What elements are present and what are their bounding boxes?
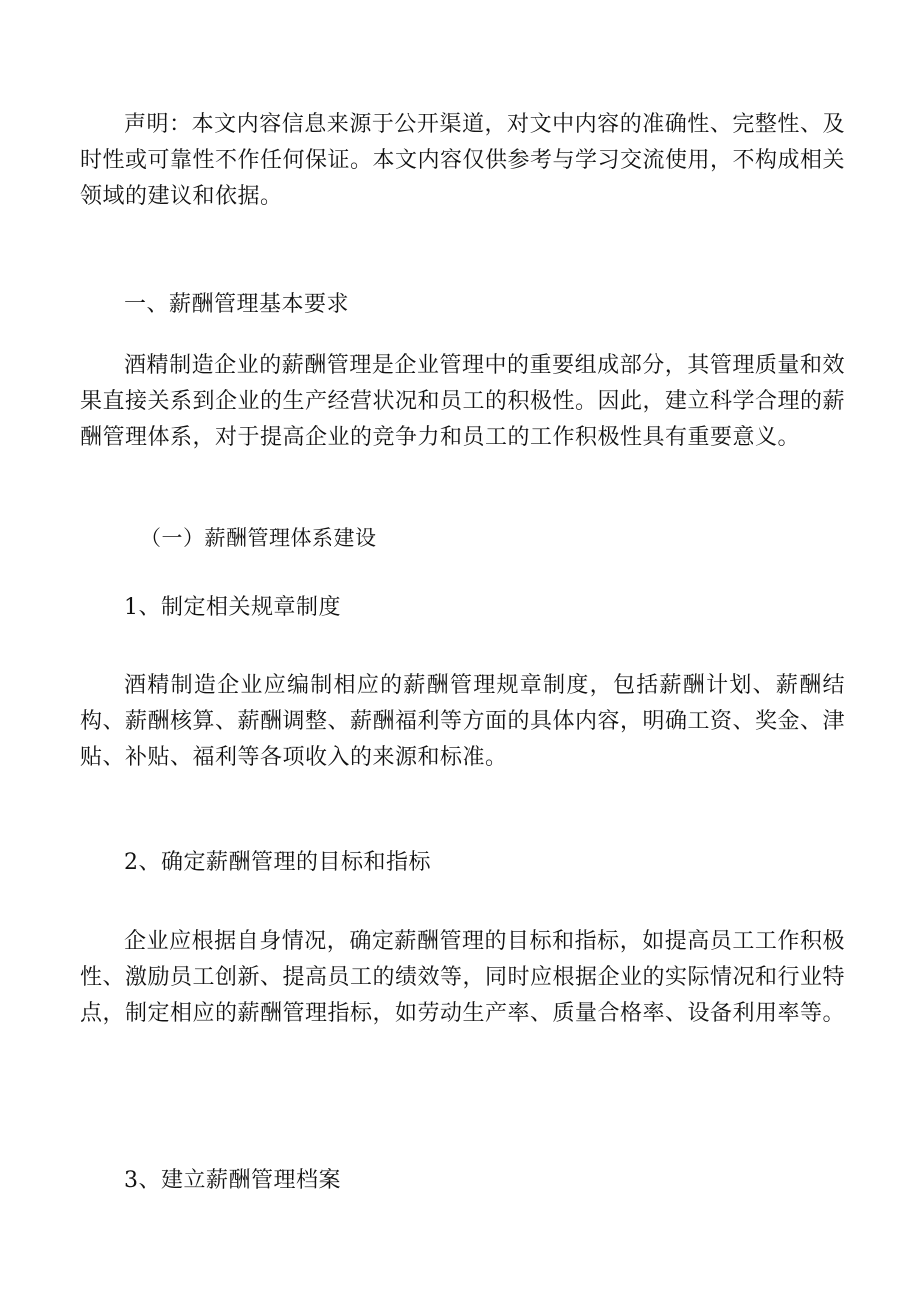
section-heading: 一、薪酬管理基本要求 [124, 292, 350, 317]
disclaimer-paragraph: 声明：本文内容信息来源于公开渠道，对文中内容的准确性、完整性、及时性或可靠性不作任何保证。本文内容仅供参考与学习交流使用，不构成相关领域的建议和依据。 [80, 112, 846, 209]
item-heading-1: 1、制定相关规章制度 [124, 595, 341, 620]
subsection-heading: （一）薪酬管理体系建设 [140, 526, 377, 550]
item-heading-2: 2、确定薪酬管理的目标和指标 [124, 850, 431, 875]
item-paragraph-1: 酒精制造企业应编制相应的薪酬管理规章制度，包括薪酬计划、薪酬结构、薪酬核算、薪酬调整、薪酬福利等方面的具体内容，明确工资、奖金、津贴、补贴、福利等各项收入的来源和标准。 [80, 673, 846, 770]
intro-paragraph: 酒精制造企业的薪酬管理是企业管理中的重要组成部分，其管理质量和效果直接关系到企业的生产经营状况和员工的积极性。因此，建立科学合理的薪酬管理体系，对于提高企业的竞争力和员工的工作积极性具有重要意义。 [80, 353, 846, 450]
item-paragraph-2: 企业应根据自身情况，确定薪酬管理的目标和指标，如提高员工工作积极性、激励员工创新、提高员工的绩效等，同时应根据企业的实际情况和行业特点，制定相应的薪酬管理指标，如劳动生产率、质量合格率、设备利用率等。 [80, 929, 846, 1026]
item-heading-3: 3、建立薪酬管理档案 [124, 1168, 341, 1193]
